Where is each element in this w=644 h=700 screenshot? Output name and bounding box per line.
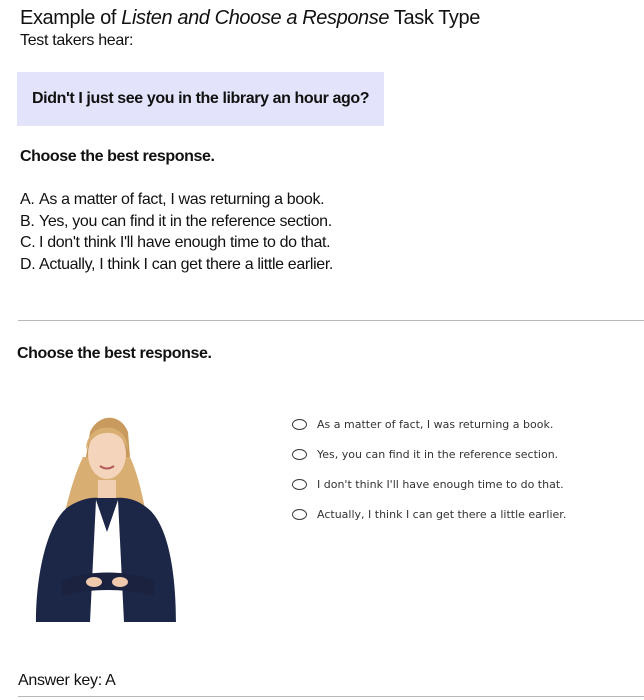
answer-option-c [20, 232, 333, 254]
section1-instruction: Choose the best response. [20, 148, 215, 165]
section2-instruction: Choose the best response. [17, 345, 212, 362]
option-letter: A. [20, 191, 35, 208]
radio-option-label: Actually, I think I can get there a little earlier. [317, 507, 567, 521]
radio-option-1[interactable] [292, 409, 566, 439]
radio-button[interactable] [292, 479, 307, 490]
option-letter: C. [20, 234, 36, 251]
bottom-divider [18, 696, 644, 697]
speaker-avatar [28, 402, 184, 622]
radio-option-4[interactable] [292, 499, 566, 529]
radio-button[interactable] [292, 449, 307, 460]
answer-key: Answer key: A [18, 672, 116, 689]
audio-prompt-text: Didn't I just see you in the library an hour ago? [32, 90, 370, 107]
option-text: Yes, you can find it in the reference section. [39, 212, 332, 230]
answer-option-b [20, 211, 333, 233]
page-title [20, 6, 480, 30]
answer-option-a [20, 189, 333, 211]
radio-option-2[interactable] [292, 439, 566, 469]
answer-option-d [20, 254, 333, 276]
radio-option-label: I don't think I'll have enough time to do that. [317, 477, 564, 491]
page-subtitle: Test takers hear: [20, 32, 134, 49]
radio-option-label: Yes, you can find it in the reference section. [317, 447, 559, 461]
option-letter: D. [20, 255, 36, 273]
option-text: I don't think I'll have enough time to do that. [39, 234, 331, 251]
radio-option-label: As a matter of fact, I was returning a book. [317, 417, 554, 431]
title-prefix: Example of [20, 7, 122, 29]
title-task-name: Listen and Choose a Response [121, 7, 390, 29]
option-text: Actually, I think I can get there a little earlier. [39, 255, 334, 273]
radio-button[interactable] [292, 509, 307, 520]
section-divider [18, 320, 644, 321]
option-text: As a matter of fact, I was returning a book. [39, 191, 325, 208]
answer-options-list [20, 189, 333, 275]
radio-button[interactable] [292, 419, 307, 430]
audio-prompt-box [17, 72, 384, 126]
radio-option-3[interactable] [292, 469, 566, 499]
option-letter: B. [20, 212, 35, 230]
title-suffix: Task Type [389, 7, 480, 29]
response-radio-group [292, 409, 566, 529]
